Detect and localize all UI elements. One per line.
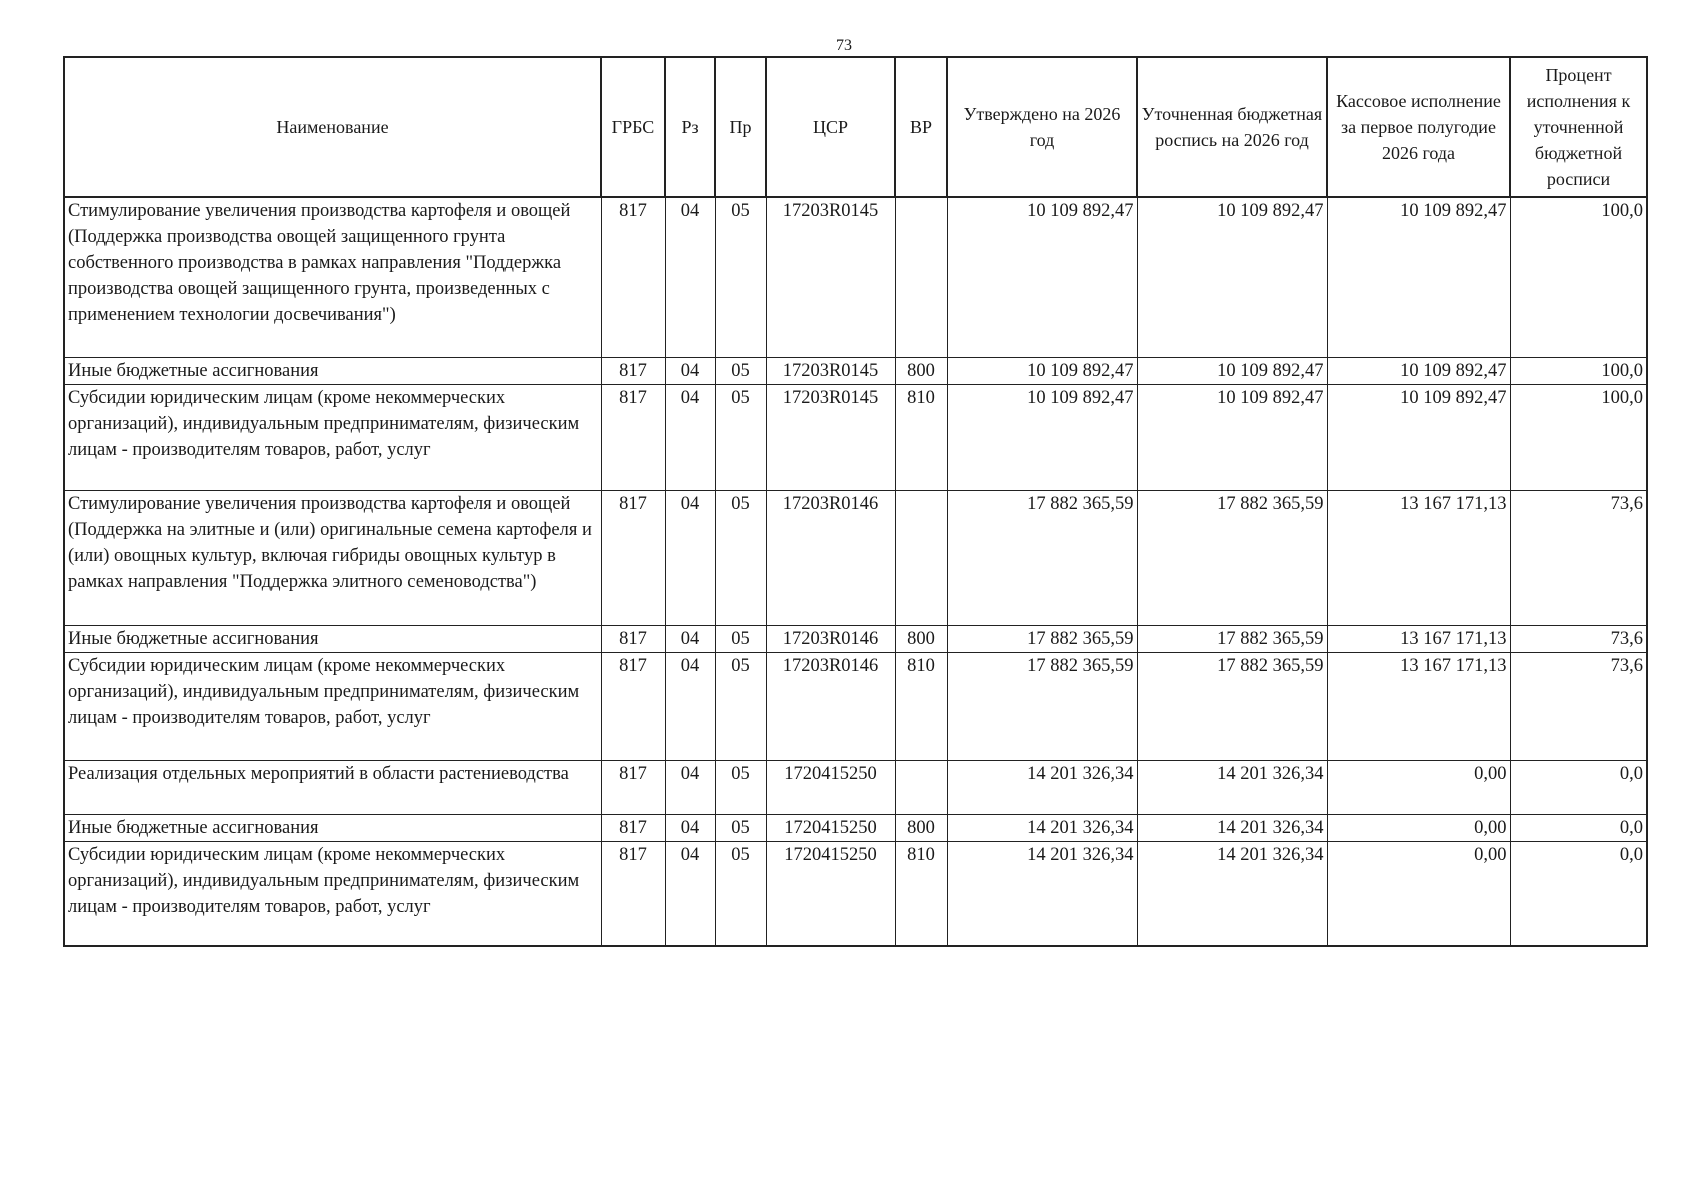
- row-refined: 14 201 326,34: [1137, 841, 1327, 946]
- row-approved: 10 109 892,47: [947, 197, 1137, 357]
- budget-execution-table: [63, 56, 1648, 947]
- row-cash: 0,00: [1327, 841, 1510, 946]
- row-cash: 10 109 892,47: [1327, 384, 1510, 490]
- row-approved: 17 882 365,59: [947, 625, 1137, 652]
- row-rz: 04: [665, 357, 715, 384]
- row-vr: 810: [895, 384, 947, 490]
- row-vr: [895, 490, 947, 625]
- page-number: 73: [836, 37, 852, 54]
- row-grbs: 817: [601, 841, 665, 946]
- row-vr: 810: [895, 652, 947, 760]
- row-grbs: 817: [601, 625, 665, 652]
- row-cash: 13 167 171,13: [1327, 652, 1510, 760]
- row-approved: 17 882 365,59: [947, 490, 1137, 625]
- row-approved: 17 882 365,59: [947, 652, 1137, 760]
- table-row: [64, 357, 1647, 384]
- table-row: [64, 490, 1647, 625]
- row-refined: 17 882 365,59: [1137, 652, 1327, 760]
- header-rz: Рз: [665, 57, 715, 197]
- header-approved: Утверждено на 2026 год: [947, 57, 1137, 197]
- row-csr: 17203R0146: [766, 490, 895, 625]
- row-rz: 04: [665, 760, 715, 814]
- row-vr: 800: [895, 357, 947, 384]
- row-name: Иные бюджетные ассигнования: [64, 625, 601, 652]
- header-pr: Пр: [715, 57, 766, 197]
- table-row: [64, 384, 1647, 490]
- row-pr: 05: [715, 760, 766, 814]
- row-csr: 17203R0145: [766, 357, 895, 384]
- header-percent: Процент исполнения к уточненной бюджетной росписи: [1510, 57, 1647, 197]
- row-percent: 73,6: [1510, 490, 1647, 625]
- row-approved: 10 109 892,47: [947, 357, 1137, 384]
- header-refined: Уточненная бюджетная роспись на 2026 год: [1137, 57, 1327, 197]
- row-percent: 0,0: [1510, 814, 1647, 841]
- row-name: Стимулирование увеличения производства картофеля и овощей (Поддержка на элитные и (или) оригинальные семена картофеля и (или) овощных культур, включая гибриды овощных культур в рамках направления "Поддержка элитного семеноводства"): [64, 490, 601, 625]
- row-rz: 04: [665, 814, 715, 841]
- row-grbs: 817: [601, 197, 665, 357]
- header-name: Наименование: [64, 57, 601, 197]
- row-pr: 05: [715, 814, 766, 841]
- row-vr: 800: [895, 814, 947, 841]
- row-name: Иные бюджетные ассигнования: [64, 357, 601, 384]
- row-vr: [895, 760, 947, 814]
- table-row: [64, 197, 1647, 357]
- row-approved: 14 201 326,34: [947, 841, 1137, 946]
- row-grbs: 817: [601, 357, 665, 384]
- table-row: [64, 760, 1647, 814]
- row-refined: 10 109 892,47: [1137, 357, 1327, 384]
- row-csr: 17203R0146: [766, 625, 895, 652]
- row-pr: 05: [715, 357, 766, 384]
- row-cash: 13 167 171,13: [1327, 490, 1510, 625]
- table-row: [64, 814, 1647, 841]
- row-csr: 1720415250: [766, 841, 895, 946]
- row-pr: 05: [715, 384, 766, 490]
- row-grbs: 817: [601, 490, 665, 625]
- row-grbs: 817: [601, 814, 665, 841]
- row-percent: 73,6: [1510, 652, 1647, 760]
- table-row: [64, 625, 1647, 652]
- row-name: Субсидии юридическим лицам (кроме некоммерческих организаций), индивидуальным предпринимателям, физическим лицам - производителям товаров, работ, услуг: [64, 384, 601, 490]
- row-pr: 05: [715, 652, 766, 760]
- row-pr: 05: [715, 841, 766, 946]
- row-cash: 10 109 892,47: [1327, 357, 1510, 384]
- row-csr: 17203R0145: [766, 384, 895, 490]
- row-cash: 0,00: [1327, 760, 1510, 814]
- row-vr: 810: [895, 841, 947, 946]
- row-vr: 800: [895, 625, 947, 652]
- row-name: Субсидии юридическим лицам (кроме некоммерческих организаций), индивидуальным предпринимателям, физическим лицам - производителям товаров, работ, услуг: [64, 652, 601, 760]
- row-percent: 100,0: [1510, 197, 1647, 357]
- row-refined: 17 882 365,59: [1137, 625, 1327, 652]
- row-pr: 05: [715, 490, 766, 625]
- row-rz: 04: [665, 625, 715, 652]
- row-pr: 05: [715, 625, 766, 652]
- row-csr: 1720415250: [766, 814, 895, 841]
- header-csr: ЦСР: [766, 57, 895, 197]
- table-header-row: [64, 57, 1647, 197]
- row-percent: 0,0: [1510, 760, 1647, 814]
- row-grbs: 817: [601, 652, 665, 760]
- row-approved: 14 201 326,34: [947, 814, 1137, 841]
- row-refined: 14 201 326,34: [1137, 760, 1327, 814]
- row-percent: 73,6: [1510, 625, 1647, 652]
- row-refined: 14 201 326,34: [1137, 814, 1327, 841]
- row-rz: 04: [665, 384, 715, 490]
- row-refined: 10 109 892,47: [1137, 384, 1327, 490]
- row-rz: 04: [665, 197, 715, 357]
- row-pr: 05: [715, 197, 766, 357]
- row-rz: 04: [665, 652, 715, 760]
- row-percent: 100,0: [1510, 384, 1647, 490]
- row-approved: 10 109 892,47: [947, 384, 1137, 490]
- row-cash: 0,00: [1327, 814, 1510, 841]
- row-name: Стимулирование увеличения производства картофеля и овощей (Поддержка производства овощей защищенного грунта собственного производства в рамках направления "Поддержка производства овощей защищенного грунта, произведенных с применением технологии досвечивания"): [64, 197, 601, 357]
- row-approved: 14 201 326,34: [947, 760, 1137, 814]
- row-csr: 17203R0146: [766, 652, 895, 760]
- table-row: [64, 841, 1647, 946]
- row-csr: 1720415250: [766, 760, 895, 814]
- table-row: [64, 652, 1647, 760]
- row-grbs: 817: [601, 384, 665, 490]
- header-vr: ВР: [895, 57, 947, 197]
- row-percent: 0,0: [1510, 841, 1647, 946]
- row-percent: 100,0: [1510, 357, 1647, 384]
- row-cash: 10 109 892,47: [1327, 197, 1510, 357]
- row-vr: [895, 197, 947, 357]
- row-name: Субсидии юридическим лицам (кроме некоммерческих организаций), индивидуальным предпринимателям, физическим лицам - производителям товаров, работ, услуг: [64, 841, 601, 946]
- row-refined: 10 109 892,47: [1137, 197, 1327, 357]
- row-name: Иные бюджетные ассигнования: [64, 814, 601, 841]
- row-name: Реализация отдельных мероприятий в области растениеводства: [64, 760, 601, 814]
- row-csr: 17203R0145: [766, 197, 895, 357]
- header-grbs: ГРБС: [601, 57, 665, 197]
- row-grbs: 817: [601, 760, 665, 814]
- row-refined: 17 882 365,59: [1137, 490, 1327, 625]
- row-rz: 04: [665, 490, 715, 625]
- row-cash: 13 167 171,13: [1327, 625, 1510, 652]
- row-rz: 04: [665, 841, 715, 946]
- header-cash: Кассовое исполнение за первое полугодие 2026 года: [1327, 57, 1510, 197]
